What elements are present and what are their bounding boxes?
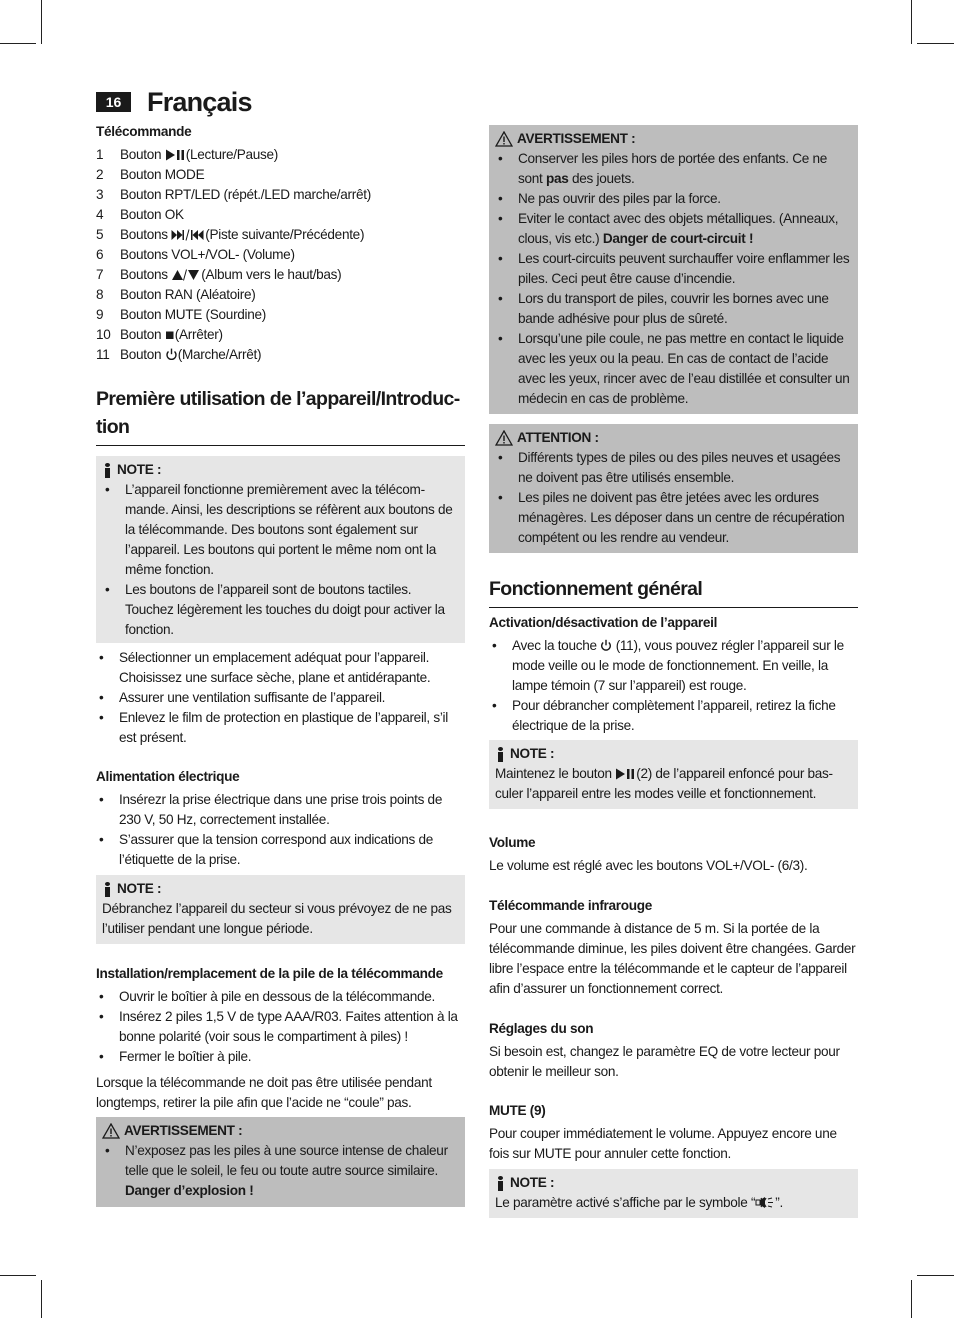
remote-item: 6 Boutons VOL+/VOL- (Volume)	[96, 245, 465, 265]
item-number: 4	[96, 207, 104, 222]
play-pause-icon	[165, 147, 186, 162]
crop-mark	[0, 1275, 36, 1276]
warning-icon	[495, 131, 513, 147]
mute-note: NOTE : Le paramètre activé s’affiche par le symbole “ ”.	[489, 1169, 858, 1218]
page-header	[96, 86, 252, 118]
list-item: • Avec la touche (11), vous pouvez régler l’appareil sur le mode veille ou le mode de fonctionnement. En veille, la lampe témoin (7 sur l’appareil) est rouge.	[489, 636, 858, 696]
play-pause-icon	[615, 768, 636, 780]
next-prev-icon	[171, 227, 205, 242]
battery-warning: AVERTISSEMENT : • N’exposez pas les piles à une source intense de chaleur telle que le soleil, le feu ou toute autre source similaire. Danger d’explosion !	[96, 1117, 465, 1207]
warning-icon	[495, 430, 513, 446]
item-number: 1	[96, 147, 104, 162]
list-item: • Lors du transport de piles, couvrir les bornes avec une bande adhésive pour plus de sûreté.	[495, 289, 852, 329]
list-item: • Les court-circuits peuvent surchauffer voire enflammer les piles. Ceci peut être cause d’incendie.	[495, 249, 852, 289]
remote-item: 10 Bouton (Arrêter)	[96, 325, 465, 345]
remote-item: 8 Bouton RAN (Aléatoire)	[96, 285, 465, 305]
crop-mark	[0, 43, 36, 44]
list-item: • Conserver les piles hors de portée des enfants. Ce ne sont pas des jouets.	[495, 149, 852, 189]
item-number: 2	[96, 167, 104, 182]
crop-mark	[911, 0, 912, 44]
info-icon	[495, 1176, 506, 1191]
sound-heading: Réglages du son	[489, 1021, 594, 1036]
general-heading: Fonctionnement général	[489, 575, 858, 608]
list-item: • Les piles ne doivent pas être jetées avec les ordures ménagères. Les déposer dans un centre de récupération compétent ou les rendre au vendeur.	[495, 488, 852, 548]
list-item: • N’exposez pas les piles à une source intense de chaleur telle que le soleil, le feu ou toute autre source similaire. Danger d’explosion !	[102, 1141, 459, 1201]
remote-heading: Télécommande	[96, 124, 192, 139]
remote-item: 11 Bouton (Marche/Arrêt)	[96, 345, 465, 365]
list-item: • Insérezr la prise électrique dans une prise trois points de 230 V, 50 Hz, correctement installée.	[96, 790, 465, 830]
list-item: • Insérez 2 piles 1,5 V de type AAA/R03. Faites attention à la bonne polarité (voir sous le compartiment à piles) !	[96, 1007, 465, 1047]
item-number: 10	[96, 327, 111, 342]
list-item: • Ouvrir le boîtier à pile en dessous de la télécommande.	[96, 987, 465, 1007]
list-item: • Ne pas ouvrir des piles par la force.	[495, 189, 852, 209]
power-note: NOTE : Débranchez l’appareil du secteur si vous prévoyez de ne pas l’utiliser pendant une longue période.	[96, 875, 465, 944]
crop-mark	[917, 43, 954, 44]
list-item: • Enlevez le film de protection en plastique de l’appareil, s’il est présent.	[96, 708, 465, 748]
right-column	[489, 125, 858, 1218]
crop-mark	[41, 1280, 42, 1318]
item-number: 7	[96, 267, 104, 282]
volume-text: Le volume est réglé avec les boutons VOL+/VOL- (6/3).	[489, 858, 808, 873]
warning-icon	[102, 1123, 120, 1139]
mute-text: Pour couper immédiatement le volume. Appuyez encore une fois sur MUTE pour annuler cette fonction.	[489, 1126, 837, 1161]
note-title: NOTE :	[102, 460, 459, 480]
item-number: 5	[96, 227, 104, 242]
first-use-note-list	[102, 480, 459, 640]
remote-button-list	[96, 145, 465, 365]
list-item: • Assurer une ventilation suffisante de l’appareil.	[96, 688, 465, 708]
battery-heading: Installation/remplacement de la pile de la télécommande	[96, 966, 443, 981]
item-number: 11	[96, 347, 110, 362]
sound-text: Si besoin est, changez le paramètre EQ de votre lecteur pour obtenir le meilleur son.	[489, 1044, 840, 1079]
first-use-note	[96, 456, 465, 643]
list-item: • Pour débrancher complètement l’appareil, retirez la fiche électrique de la prise.	[489, 696, 858, 736]
power-list	[96, 790, 465, 870]
info-icon	[102, 882, 113, 897]
activation-heading: Activation/désactivation de l’appareil	[489, 615, 718, 630]
volume-heading: Volume	[489, 835, 536, 850]
list-item: • L’appareil fonctionne premièrement avec la télécommande. Ainsi, les descriptions se réfèrent aux boutons de la télécommande. Des boutons sont également sur l’appareil. Les boutons qui portent le même nom ont la même fonction.	[102, 480, 459, 580]
first-use-heading: Première utilisation de l’appareil/Introduc- tion	[96, 385, 465, 446]
activation-note: NOTE : Maintenez le bouton (2) de l’appareil enfoncé pour basculer l’appareil entre les modes veille et fonctionnement.	[489, 740, 858, 809]
page-title: Français	[147, 87, 252, 117]
crop-mark	[917, 1275, 954, 1276]
activation-list	[489, 636, 858, 736]
remote-item: 9 Bouton MUTE (Sourdine)	[96, 305, 465, 325]
power-heading: Alimentation électrique	[96, 769, 240, 784]
item-number: 3	[96, 187, 104, 202]
ir-heading: Télécommande infrarouge	[489, 898, 653, 913]
power-icon	[165, 347, 178, 362]
remote-item: 4 Bouton OK	[96, 205, 465, 225]
list-item: • Sélectionner un emplacement adéquat pour l’appareil. Choisissez une surface sèche, plane et antidérapante.	[96, 648, 465, 688]
item-number: 6	[96, 247, 104, 262]
stop-icon	[165, 327, 175, 342]
remote-item: 2 Bouton MODE	[96, 165, 465, 185]
remote-item: 1 Bouton (Lecture/Pause)	[96, 145, 465, 165]
remote-item: 5 Boutons (Piste suivante/Précédente)	[96, 225, 465, 245]
list-item: • Différents types de piles ou des piles neuves et usagées ne doivent pas être utilisés ensemble.	[495, 448, 852, 488]
item-number: 9	[96, 307, 104, 322]
first-use-list	[96, 648, 465, 748]
remote-item: 3 Bouton RPT/LED (répét./LED marche/arrêt)	[96, 185, 465, 205]
battery-list	[96, 987, 465, 1067]
mute-icon	[755, 1196, 775, 1209]
remote-item: 7 Boutons (Album vers le haut/bas)	[96, 265, 465, 285]
battery-warning-box: AVERTISSEMENT : • Conserver les piles hors de portée des enfants. Ce ne sont pas des jouets. • Ne pas ouvrir des piles par la force. • Eviter le contact avec des objets métalliques. (Anneaux, clous, vis etc.) Danger de court-circuit ! • Les court-circuits peuvent surchauffer voire enflammer les piles. Ceci peut être cause d’incendie. • Lors du transport de piles, couvrir les bornes avec une bande adhésive pour plus de sûreté. • Lorsqu’une pile coule, ne pas mettre en contact le liquide avec les yeux ou la peau. En cas de contact de l’acide avec les yeux, rincer avec de l’eau distillée et consulter un médecin en cas de problème.	[489, 125, 858, 414]
item-number: 8	[96, 287, 104, 302]
power-icon	[600, 639, 612, 652]
list-item: • Fermer le boîtier à pile.	[96, 1047, 465, 1067]
mute-heading: MUTE (9)	[489, 1103, 546, 1118]
attention-box: ATTENTION : • Différents types de piles ou des piles neuves et usagées ne doivent pas être utilisés ensemble. • Les piles ne doivent pas être jetées avec les ordures ménagères. Les déposer dans un centre de récupération compétent ou les rendre au vendeur.	[489, 424, 858, 553]
page-number: 16	[96, 92, 131, 112]
up-down-icon	[171, 267, 201, 282]
left-column	[96, 122, 465, 1207]
list-item: • Lorsqu’une pile coule, ne pas mettre en contact le liquide avec les yeux ou la peau. En cas de contact de l’acide avec les yeux, rincer avec de l’eau distillée et consulter un médecin en cas de problème.	[495, 329, 852, 409]
crop-mark	[911, 1280, 912, 1318]
list-item: • Eviter le contact avec des objets métalliques. (Anneaux, clous, vis etc.) Danger de court-circuit !	[495, 209, 852, 249]
battery-paragraph: Lorsque la télécommande ne doit pas être utilisée pendant longtemps, retirer la pile afin que l’acide ne “coule” pas.	[96, 1075, 432, 1110]
crop-mark	[41, 0, 42, 44]
info-icon	[102, 463, 113, 478]
ir-text: Pour une commande à distance de 5 m. Si la portée de la télécommande diminue, les piles doivent être changées. Garder libre l’espace entre la télécommande et le capteur de l’appareil afin d’assurer un fonctionnement correct.	[489, 921, 856, 996]
list-item: • Les boutons de l’appareil sont de boutons tactiles. Touchez légèrement les touches du doigt pour activer la fonction.	[102, 580, 459, 640]
list-item: • S’assurer que la tension correspond aux indications de l’étiquette de la prise.	[96, 830, 465, 870]
info-icon	[495, 747, 506, 762]
